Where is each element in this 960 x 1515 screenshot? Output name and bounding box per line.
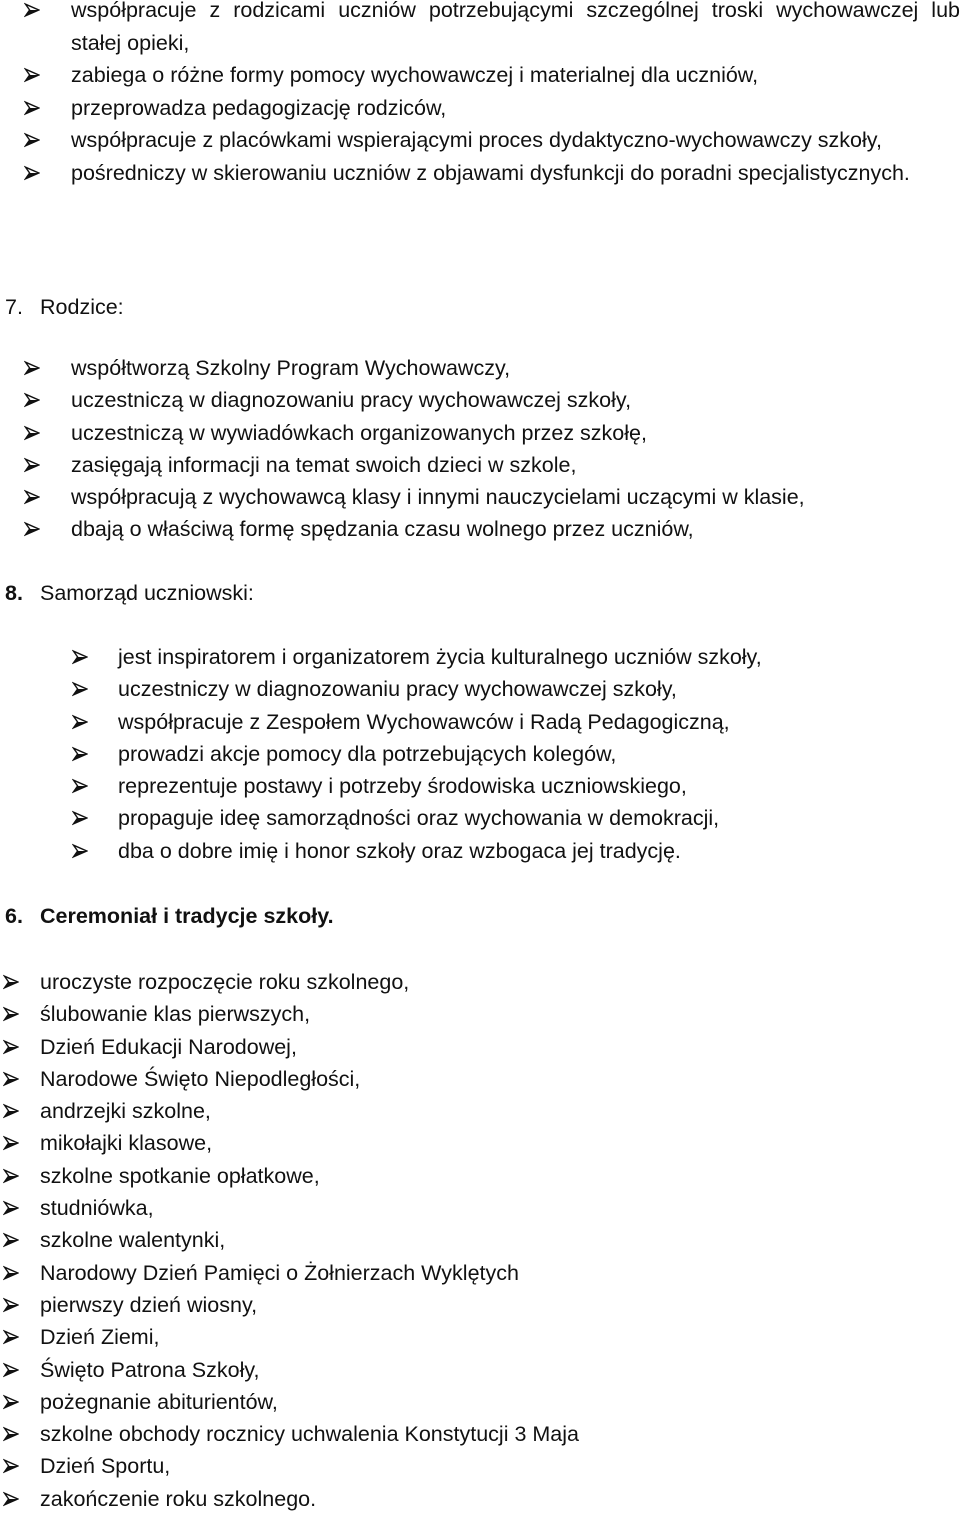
list-item-text: uczestniczą w wywiadówkach organizowanych przez szkołę,	[71, 420, 647, 445]
list-item	[3, 1192, 960, 1224]
list-item-text: Dzień Ziemi,	[40, 1325, 160, 1350]
list-item-text: mikołajki klasowe,	[40, 1131, 213, 1156]
list-item	[24, 384, 960, 416]
list-item	[3, 1031, 960, 1063]
section-title: Ceremoniał i tradycje szkoły.	[40, 904, 334, 928]
section-number: 7.	[5, 295, 23, 319]
list-item	[3, 1450, 960, 1482]
list-item-text: dba o dobre imię i honor szkoły oraz wzbogaca jej tradycję.	[118, 838, 681, 863]
list-item	[24, 352, 960, 384]
section-heading-rodzice	[5, 292, 124, 322]
list-item	[24, 0, 960, 59]
list-item-text: dbają o właściwą formę spędzania czasu wolnego przez uczniów,	[71, 517, 694, 542]
list-item-text: studniówka,	[40, 1196, 154, 1221]
arrowhead-bullet-icon	[72, 681, 88, 697]
arrowhead-bullet-icon	[3, 1491, 19, 1507]
list-item	[3, 1127, 960, 1159]
list-item-text: przeprowadza pedagogizację rodziców,	[71, 95, 447, 120]
list-item	[3, 1354, 960, 1386]
arrowhead-bullet-icon	[24, 521, 40, 537]
duties-list-continued	[24, 0, 960, 189]
list-item-text: zasięgają informacji na temat swoich dzieci w szkole,	[71, 452, 577, 477]
list-item	[72, 706, 960, 738]
list-item-text: Narodowe Święto Niepodległości,	[40, 1066, 361, 1091]
ceremonial-list	[3, 966, 960, 1515]
arrowhead-bullet-icon	[72, 649, 88, 665]
list-item	[3, 1095, 960, 1127]
arrowhead-bullet-icon	[3, 1297, 19, 1313]
list-item-text: szkolne walentynki,	[40, 1228, 226, 1253]
list-item-text: szkolne obchody rocznicy uchwalenia Konstytucji 3 Maja	[40, 1422, 579, 1447]
arrowhead-bullet-icon	[24, 360, 40, 376]
arrowhead-bullet-icon	[24, 457, 40, 473]
list-item	[72, 770, 960, 802]
list-item-text: Narodowy Dzień Pamięci o Żołnierzach Wyklętych	[40, 1260, 519, 1285]
list-item-text: uczestniczą w diagnozowaniu pracy wychowawczej szkoły,	[71, 388, 632, 413]
list-item	[24, 157, 960, 190]
section-heading-ceremonial	[5, 901, 334, 931]
arrowhead-bullet-icon	[24, 165, 40, 181]
list-item-text: pierwszy dzień wiosny,	[40, 1292, 258, 1317]
arrowhead-bullet-icon	[3, 1362, 19, 1378]
list-item	[3, 1224, 960, 1256]
section-number: 8.	[5, 581, 23, 605]
list-item	[72, 641, 960, 673]
list-item-text: szkolne spotkanie opłatkowe,	[40, 1163, 320, 1188]
arrowhead-bullet-icon	[24, 100, 40, 116]
arrowhead-bullet-icon	[3, 1426, 19, 1442]
list-item-text: prowadzi akcje pomocy dla potrzebujących kolegów,	[118, 741, 617, 766]
list-item-text: Święto Patrona Szkoły,	[40, 1357, 260, 1382]
arrowhead-bullet-icon	[3, 1394, 19, 1410]
list-item	[24, 92, 960, 125]
list-item-text: uroczyste rozpoczęcie roku szkolnego,	[40, 970, 410, 994]
arrowhead-bullet-icon	[24, 67, 40, 83]
list-item	[24, 124, 960, 157]
section-number: 6.	[5, 904, 23, 928]
arrowhead-bullet-icon	[3, 1006, 19, 1022]
arrowhead-bullet-icon	[3, 1039, 19, 1055]
list-item-text: propaguje ideę samorządności oraz wychowania w demokracji,	[118, 806, 720, 831]
list-item	[72, 835, 960, 867]
arrowhead-bullet-icon	[24, 2, 40, 18]
arrowhead-bullet-icon	[72, 714, 88, 730]
list-item	[72, 802, 960, 834]
arrowhead-bullet-icon	[72, 843, 88, 859]
list-item	[3, 1483, 960, 1515]
section-title: Samorząd uczniowski:	[40, 581, 254, 605]
list-item	[24, 417, 960, 449]
list-item-text: Dzień Edukacji Narodowej,	[40, 1034, 297, 1059]
arrowhead-bullet-icon	[3, 1103, 19, 1119]
section-heading-samorzad	[5, 578, 254, 608]
list-item	[3, 1257, 960, 1289]
list-item	[24, 513, 960, 545]
arrowhead-bullet-icon	[72, 778, 88, 794]
list-item-text: reprezentuje postawy i potrzeby środowiska uczniowskiego,	[118, 774, 687, 799]
arrowhead-bullet-icon	[24, 489, 40, 505]
list-item	[72, 673, 960, 705]
parents-list	[24, 352, 960, 546]
arrowhead-bullet-icon	[3, 1232, 19, 1248]
list-item-text: zabiega o różne formy pomocy wychowawczej i materialnej dla uczniów,	[71, 63, 759, 87]
list-item-text: andrzejki szkolne,	[40, 1099, 211, 1124]
list-item	[3, 1386, 960, 1418]
list-item-text: współpracuje z rodzicami uczniów potrzebującymi szczególnej troski wychowawczej lub stałej opieki,	[71, 0, 960, 55]
arrowhead-bullet-icon	[24, 132, 40, 148]
arrowhead-bullet-icon	[3, 1135, 19, 1151]
list-item	[72, 738, 960, 770]
arrowhead-bullet-icon	[3, 1329, 19, 1345]
list-item	[3, 1160, 960, 1192]
list-item	[24, 449, 960, 481]
list-item-text: współpracuje z Zespołem Wychowawców i Radą Pedagogiczną,	[118, 709, 730, 734]
student-council-list	[72, 641, 960, 867]
list-item	[24, 481, 960, 513]
list-item	[24, 59, 960, 92]
arrowhead-bullet-icon	[72, 810, 88, 826]
list-item-text: jest inspiratorem i organizatorem życia kulturalnego uczniów szkoły,	[118, 645, 762, 669]
arrowhead-bullet-icon	[3, 1200, 19, 1216]
list-item	[3, 1418, 960, 1450]
arrowhead-bullet-icon	[72, 746, 88, 762]
list-item-text: współpracuje z placówkami wspierającymi proces dydaktyczno-wychowawczy szkoły,	[71, 128, 882, 152]
arrowhead-bullet-icon	[3, 1458, 19, 1474]
list-item-text: uczestniczy w diagnozowaniu pracy wychowawczej szkoły,	[118, 677, 677, 702]
arrowhead-bullet-icon	[24, 392, 40, 408]
list-item-text: ślubowanie klas pierwszych,	[40, 1002, 311, 1027]
arrowhead-bullet-icon	[3, 1168, 19, 1184]
list-item	[3, 1063, 960, 1095]
section-title: Rodzice:	[40, 295, 124, 319]
list-item-text: pożegnanie abiturientów,	[40, 1389, 278, 1414]
arrowhead-bullet-icon	[24, 425, 40, 441]
list-item	[3, 1289, 960, 1321]
list-item-text: współpracują z wychowawcą klasy i innymi nauczycielami uczącymi w klasie,	[71, 485, 805, 510]
list-item	[3, 1321, 960, 1353]
list-item	[3, 998, 960, 1030]
list-item	[3, 966, 960, 998]
arrowhead-bullet-icon	[3, 1071, 19, 1087]
list-item-text: zakończenie roku szkolnego.	[40, 1486, 317, 1511]
list-item-text: współtworzą Szkolny Program Wychowawczy,	[71, 356, 511, 380]
list-item-text: Dzień Sportu,	[40, 1454, 171, 1479]
list-item-text: pośredniczy w skierowaniu uczniów z objawami dysfunkcji do poradni specjalistycznych.	[71, 160, 910, 185]
arrowhead-bullet-icon	[3, 974, 19, 990]
arrowhead-bullet-icon	[3, 1265, 19, 1281]
